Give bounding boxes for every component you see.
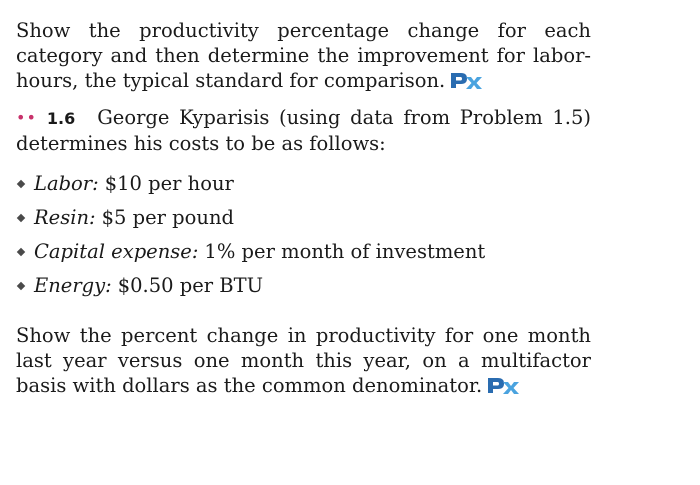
cost-term: Resin: [34, 206, 96, 229]
px-icon[interactable] [486, 375, 520, 400]
cost-term: Capital expense: [34, 240, 199, 263]
diamond-bullet-icon [17, 214, 25, 222]
problem-text: George Kyparisis (using data from Problem 1.5) determines his costs to be as follows: [16, 106, 591, 155]
problem-page [16, 18, 591, 400]
cost-term: Labor: [34, 172, 99, 195]
intro-paragraph [16, 18, 591, 95]
problem-number: 1.6 [46, 109, 76, 128]
closing-paragraph [16, 323, 591, 400]
cost-term: Energy: [34, 274, 112, 297]
cost-value: 1% per month of investment [204, 240, 486, 263]
list-item [16, 167, 591, 201]
cost-value: $5 per pound [101, 206, 234, 229]
cost-value: $0.50 per BTU [117, 274, 264, 297]
cost-list [16, 167, 591, 303]
intro-text: Show the productivity percentage change for each category and then determine the improvement for labor-hours, the typical standard for comparison. [16, 19, 591, 92]
closing-text: Show the percent change in productivity for one month last year versus one month this year, on a multifactor basis with dollars as the common denominator. [16, 324, 591, 397]
cost-value: $10 per hour [104, 172, 234, 195]
list-item [16, 201, 591, 235]
list-item [16, 235, 591, 269]
diamond-bullet-icon [17, 248, 25, 256]
px-icon[interactable] [449, 70, 483, 95]
difficulty-dots: •• [16, 108, 37, 127]
diamond-bullet-icon [17, 180, 25, 188]
list-item [16, 269, 591, 303]
diamond-bullet-icon [17, 282, 25, 290]
problem-1-6 [16, 105, 591, 156]
